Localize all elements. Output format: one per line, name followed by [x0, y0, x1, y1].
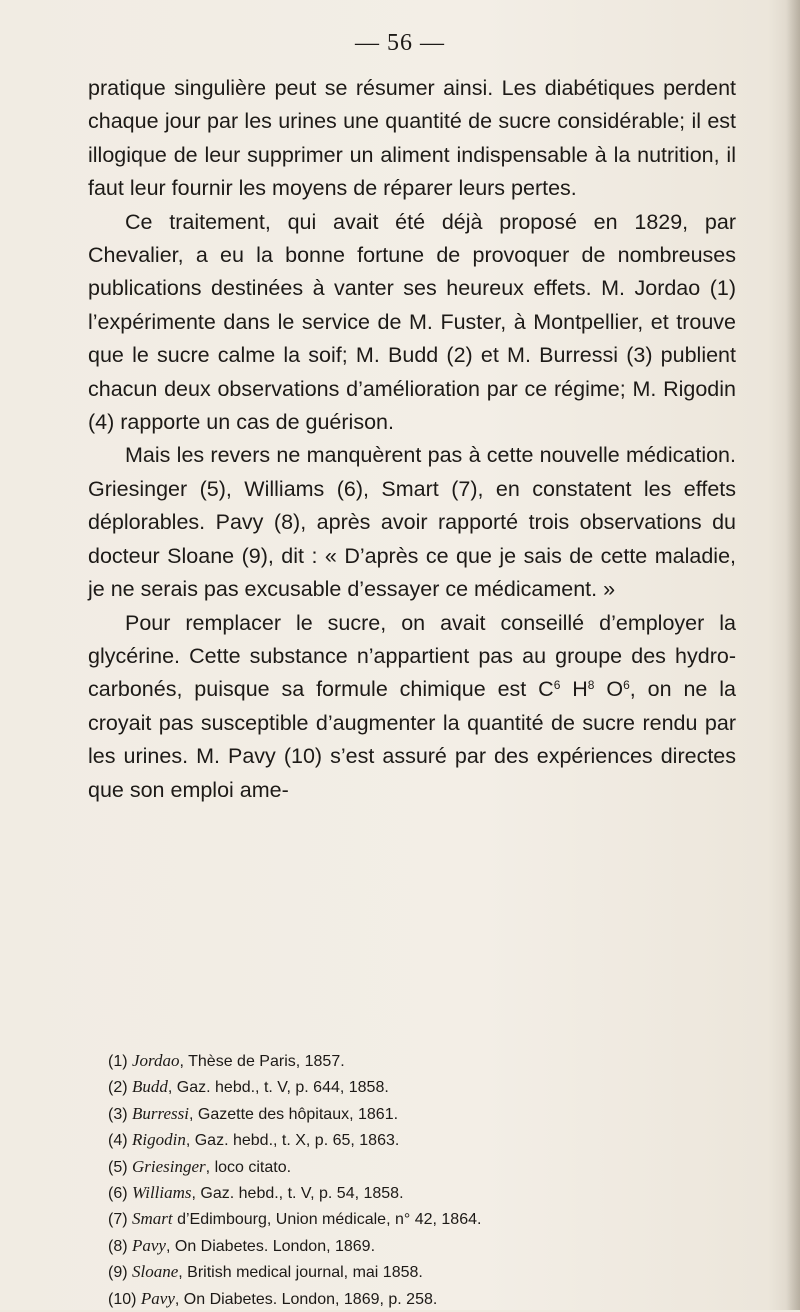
footnote-reference: , loco citato. [205, 1158, 292, 1176]
paragraph-4 [88, 607, 736, 807]
footnote-number: (7) [108, 1211, 132, 1229]
footnote [108, 1101, 748, 1127]
formula-carbon: C [538, 677, 554, 702]
paragraph-4-after-formula: , on ne la croyait pas susceptible d’augmenter la quantité de sucre rendu par les urines. M. Pavy (10) s’est assuré par des expériences directes que son emploi ame- [88, 677, 736, 802]
footnote-number: (3) [108, 1105, 132, 1123]
formula-oxygen: O [606, 677, 624, 702]
footnote-number: (2) [108, 1079, 132, 1097]
paragraph-4-before-formula: Pour remplacer le sucre, on avait conseillé d’employer la glycérine. Cette substance n’appartient pas au groupe des hydro-carbonés, puisque sa formule chimique est [88, 610, 736, 702]
footnote-reference: , Gaz. hebd., t. X, p. 65, 1863. [185, 1132, 400, 1150]
formula-hydrogen: H [572, 677, 588, 702]
footnote-author: Burressi [132, 1103, 189, 1123]
footnote-author: Pavy [140, 1288, 175, 1308]
footnote-reference: , Gazette des hôpitaux, 1861. [189, 1105, 399, 1123]
footnote [108, 1180, 748, 1206]
footnotes [108, 1048, 748, 1312]
chemical-formula [538, 677, 630, 701]
formula-oxygen-index: 6 [623, 678, 630, 693]
page-number: — 56 — [355, 30, 445, 56]
footnote [108, 1206, 748, 1232]
footnote [108, 1259, 748, 1285]
footnote-number: (5) [108, 1158, 132, 1176]
footnote [108, 1233, 748, 1259]
main-text [88, 72, 736, 807]
footnote-author: Pavy [132, 1235, 166, 1255]
footnote-author: Williams [132, 1183, 192, 1203]
page-edge-shadow [786, 0, 800, 1310]
footnote-author: Smart [132, 1209, 173, 1229]
footnote [108, 1048, 748, 1074]
footnote-number: (1) [108, 1053, 132, 1070]
footnote-author: Budd [132, 1077, 168, 1097]
paragraph-1: pratique singulière peut se résumer ainsi. Les diabétiques perdent chaque jour par les urines une quantité de sucre considérable; il est illogique de leur supprimer un aliment indispensable à la nutrition, il faut leur fournir les moyens de réparer leurs pertes. [88, 76, 736, 201]
footnote [108, 1286, 748, 1312]
footnote-number: (10) [108, 1290, 141, 1308]
footnote-reference: , Gaz. hebd., t. V, p. 54, 1858. [191, 1185, 404, 1203]
footnote-number: (6) [108, 1185, 132, 1203]
footnote-reference: , On Diabetes. London, 1869, p. 258. [174, 1290, 438, 1308]
footnote-number: (9) [108, 1264, 132, 1282]
footnote-number: (8) [108, 1237, 132, 1255]
footnote-author: Griesinger [132, 1156, 206, 1176]
footnote-number: (4) [108, 1132, 132, 1150]
footnote-author: Jordao [132, 1051, 180, 1070]
paragraph-2: Ce traitement, qui avait été déjà proposé en 1829, par Chevalier, a eu la bonne fortune de provoquer de nombreuses publications destinées à vanter ses heureux effets. M. Jordao (1) l’expérimente dans le service de M. Fuster, à Montpellier, et trouve que le sucre calme la soif; M. Budd (2) et M. Burressi (3) publient chacun deux observations d’amélioration par ce régime; M. Rigodin (4) rapporte un cas de guérison. [88, 209, 736, 435]
footnote-reference: , On Diabetes. London, 1869. [165, 1237, 376, 1255]
footnote-reference: , Thèse de Paris, 1857. [179, 1053, 345, 1070]
footnote [108, 1154, 748, 1180]
paragraph-3: Mais les revers ne manquèrent pas à cette nouvelle médication. Griesinger (5), Williams (6), Smart (7), en constatent les effets déplorables. Pavy (8), après avoir rapporté trois observations du docteur Sloane (9), dit : « D’après ce que je sais de cette maladie, je ne serais pas excusable d’essayer ce médicament. » [88, 443, 736, 602]
footnote [108, 1074, 748, 1100]
footnote [108, 1127, 748, 1153]
footnote-reference: d’Edimbourg, Union médicale, n° 42, 1864. [172, 1211, 482, 1229]
footnote-author: Sloane [132, 1262, 179, 1282]
footnote-reference: , Gaz. hebd., t. V, p. 644, 1858. [167, 1079, 389, 1097]
footnote-author: Rigodin [132, 1130, 186, 1150]
formula-carbon-index: 6 [553, 678, 561, 693]
footnote-reference: , British medical journal, mai 1858. [178, 1264, 423, 1282]
formula-hydrogen-index: 8 [587, 678, 595, 693]
